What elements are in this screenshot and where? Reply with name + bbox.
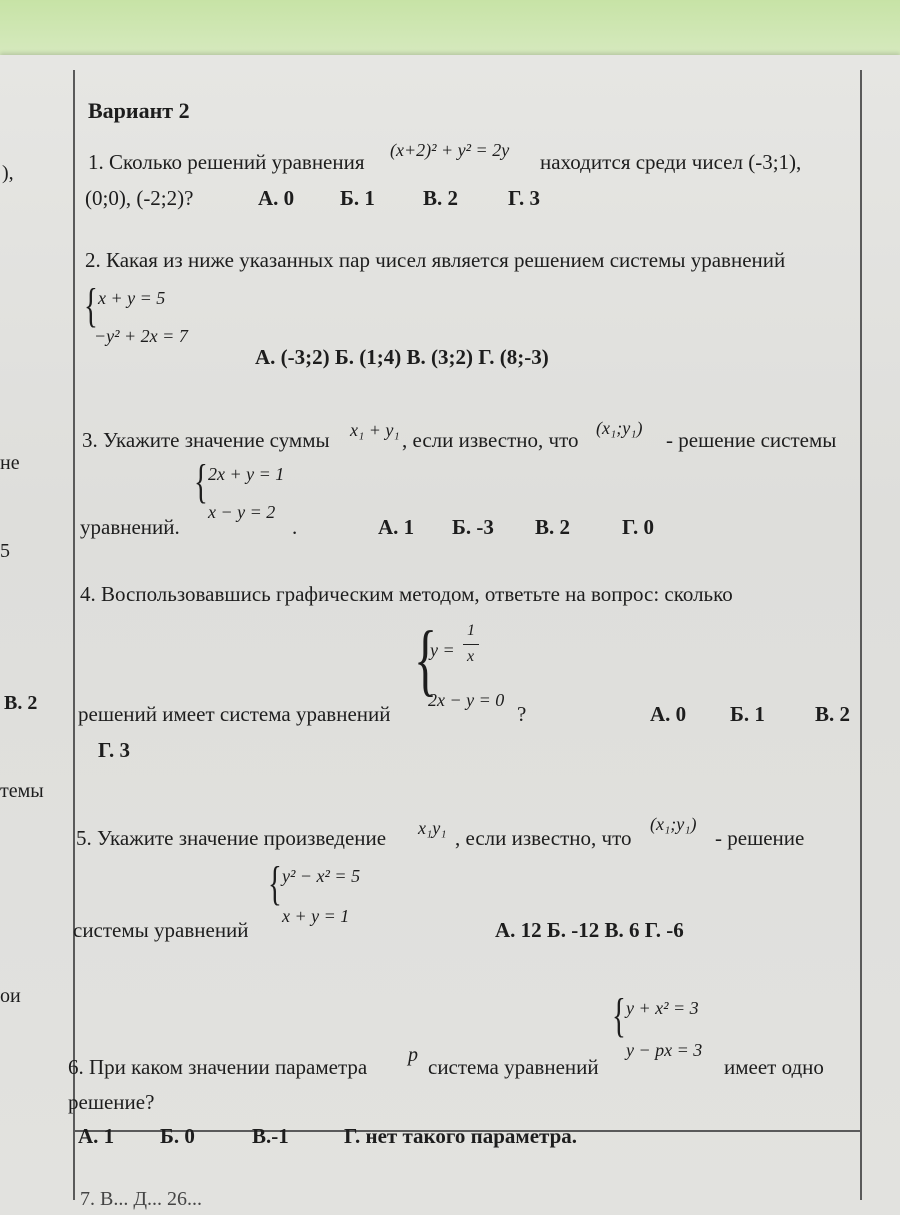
- q4-option-a: А. 0: [650, 702, 687, 726]
- q6-option-d: Г. нет такого параметра.: [344, 1124, 578, 1148]
- margin-fragment: 5: [0, 540, 10, 562]
- q6-text-end: имеет одно: [724, 1055, 824, 1079]
- q4-fraction-numerator: 1: [467, 622, 475, 639]
- q2-equation-2: −y² + 2x = 7: [94, 326, 188, 346]
- q3-option-a: А. 1: [378, 515, 415, 539]
- q1-text-mid: находится среди чисел (-3;1),: [540, 150, 802, 174]
- q1-option-a: А. 0: [258, 186, 295, 210]
- background-top: [0, 0, 900, 60]
- q6-equation-2: y − px = 3: [626, 1040, 703, 1060]
- q1-option-d: Г. 3: [508, 186, 540, 210]
- q6-text-question: решение?: [68, 1090, 155, 1114]
- q3-pair: (x₁;y₁): [596, 418, 643, 438]
- margin-fragment: ои: [0, 985, 21, 1007]
- q5-product-expression: x₁y₁: [418, 818, 447, 838]
- q4-text-start: 4. Воспользовавшись графическим методом, ответьте на вопрос: сколько: [80, 582, 733, 606]
- q5-system-brace: {: [268, 857, 282, 910]
- q3-option-b: Б. -3: [452, 515, 494, 539]
- q5-text-start: 5. Укажите значение произведение: [76, 826, 387, 850]
- q3-option-d: Г. 0: [622, 515, 654, 539]
- q6-parameter: p: [408, 1044, 418, 1066]
- left-border-line: [73, 70, 75, 1200]
- q4-option-c: В. 2: [815, 702, 851, 726]
- q6-text-start: 6. При каком значении параметра: [68, 1055, 368, 1079]
- q5-text-mid: , если известно, что: [455, 826, 632, 850]
- q5-pair: (x₁;y₁): [650, 814, 697, 834]
- q3-sum-expression: x₁ + y₁: [350, 420, 400, 440]
- q6-option-b: Б. 0: [160, 1124, 195, 1148]
- q4-system-brace: {: [414, 616, 438, 704]
- q2-equation-1: x + y = 5: [98, 288, 166, 308]
- q3-option-c: В. 2: [535, 515, 571, 539]
- q5-equation-2: x + y = 1: [282, 906, 350, 926]
- q6-system-brace: {: [612, 989, 626, 1042]
- q1-equation: (x+2)² + y² = 2y: [390, 140, 510, 160]
- margin-fragment: ),: [2, 162, 14, 184]
- q3-text-end: - решение системы: [666, 428, 837, 452]
- q4-option-b: Б. 1: [730, 702, 765, 726]
- q1-option-c: В. 2: [423, 186, 459, 210]
- margin-fragment: темы: [0, 780, 44, 802]
- q3-equation-2: x − y = 2: [208, 502, 276, 522]
- q3-text-label: уравнений.: [80, 515, 180, 539]
- q6-option-a: А. 1: [78, 1124, 115, 1148]
- q4-equation-1-lhs: y =: [430, 640, 455, 660]
- q5-options: А. 12 Б. -12 В. 6 Г. -6: [495, 918, 684, 942]
- q4-equation-2: 2x − y = 0: [428, 690, 505, 710]
- q4-fraction-denominator: x: [467, 648, 475, 665]
- margin-fragment: не: [0, 452, 20, 474]
- cut-off-next-question: 7. В... Д... 26...: [80, 1188, 202, 1210]
- q2-options: А. (-3;2) Б. (1;4) В. (3;2) Г. (8;-3): [255, 345, 549, 369]
- q5-equation-1: y² − x² = 5: [282, 866, 361, 886]
- q4-fraction-bar: [463, 644, 479, 645]
- q4-text-end: решений имеет система уравнений: [78, 702, 391, 726]
- right-border-line: [860, 70, 862, 1200]
- q3-text-start: 3. Укажите значение суммы: [82, 428, 330, 452]
- q5-text-label: системы уравнений: [73, 918, 249, 942]
- q3-text-mid: , если известно, что: [402, 428, 579, 452]
- q1-text-start: 1. Сколько решений уравнения: [88, 150, 365, 174]
- q3-dot: .: [292, 515, 298, 539]
- q6-equation-1: y + x² = 3: [626, 998, 699, 1018]
- q3-equation-1: 2x + y = 1: [208, 464, 285, 484]
- q1-option-b: Б. 1: [340, 186, 375, 210]
- margin-fragment: В. 2: [4, 692, 38, 714]
- paper-sheet: [0, 55, 900, 1215]
- q4-option-d: Г. 3: [98, 738, 130, 762]
- q2-system-brace: {: [84, 279, 98, 332]
- q6-option-c: В.-1: [252, 1124, 289, 1148]
- q1-text-end: (0;0), (-2;2)?: [85, 186, 194, 210]
- q5-text-end: - решение: [715, 826, 805, 850]
- q6-text-mid: система уравнений: [428, 1055, 599, 1079]
- variant-title: Вариант 2: [88, 98, 190, 123]
- q3-system-brace: {: [194, 455, 208, 508]
- q4-question-mark: ?: [517, 702, 527, 726]
- q2-text: 2. Какая из ниже указанных пар чисел является решением системы уравнений: [85, 248, 786, 272]
